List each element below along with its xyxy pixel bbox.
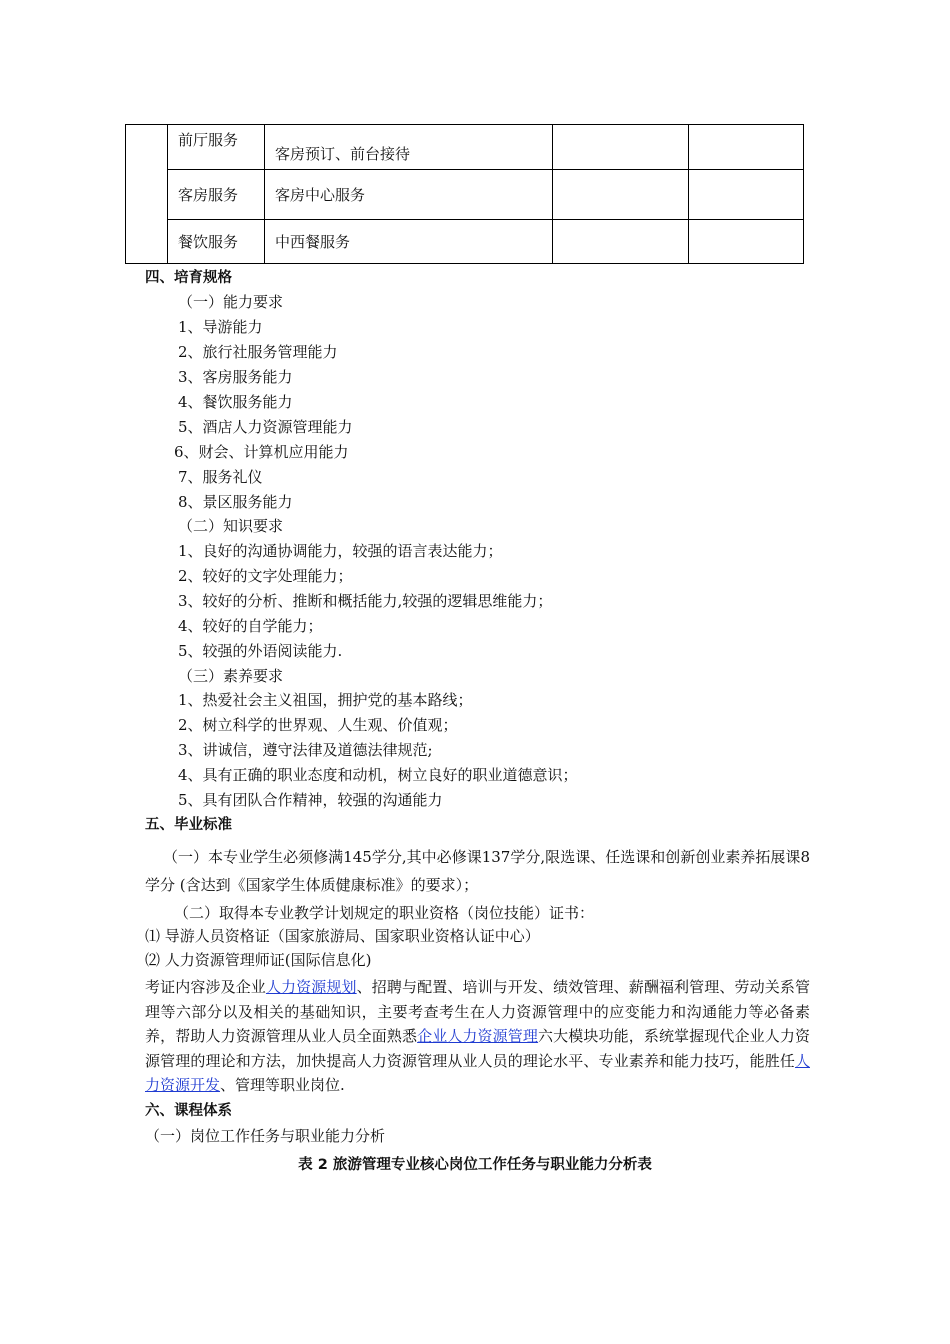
list-item: 3、较好的分析、推断和概括能力,较强的逻辑思维能力； <box>178 592 553 610</box>
paragraph-credits: （一）本专业学生必须修满145学分,其中必修课137学分,限选课、任选课和创新创业素养拓展课8学分 (含达到《国家学生体质健康标准》的要求）； <box>145 848 810 894</box>
list-item: 1、导游能力 <box>178 318 263 336</box>
list-item: 1、热爱社会主义祖国，拥护党的基本路线； <box>178 691 473 709</box>
subsection-heading: （一）岗位工作任务与职业能力分析 <box>145 1127 386 1145</box>
list-item: 4、具有正确的职业态度和动机，树立良好的职业道德意识； <box>178 766 578 784</box>
paragraph-exam-content <box>145 975 810 1098</box>
table-cell-category <box>126 125 168 264</box>
list-item: 3、讲诚信，遵守法律及道德法律规范; <box>178 741 433 759</box>
list-item: 8、景区服务能力 <box>178 493 293 511</box>
list-item: 3、客房服务能力 <box>178 368 293 386</box>
link-hr-development[interactable]: 人力资源开发 <box>145 1051 810 1094</box>
table-caption: 表 2 旅游管理专业核心岗位工作任务与职业能力分析表 <box>298 1157 652 1173</box>
list-item: 6、财会、计算机应用能力 <box>174 443 349 461</box>
list-item: 2、较好的文字处理能力； <box>178 567 353 585</box>
text-span: 、管理等职业岗位. <box>220 1076 345 1094</box>
table-cell-empty <box>689 220 804 264</box>
list-item: 4、餐饮服务能力 <box>178 393 293 411</box>
text-span: 、招聘与配置、培训与开发、绩效管理、薪酬福利管理、劳动关系管理等六部分以及相关的基础知识，主要考查考生在人力资源管理中的应变能力和沟通能力等必备素养，帮助人力资源管理从业人员全面熟悉 <box>145 978 810 1045</box>
subsection-heading: （二）知识要求 <box>178 517 284 535</box>
table-cell-empty <box>553 220 689 264</box>
link-enterprise-hr-management[interactable]: 企业人力资源管理 <box>417 1027 539 1045</box>
table-row <box>126 125 804 170</box>
list-item: 5、具有团队合作精神，较强的沟通能力 <box>178 791 443 809</box>
paragraph-certificates: （二）取得本专业教学计划规定的职业资格（岗位技能）证书： <box>174 904 595 922</box>
section-heading: 六、课程体系 <box>145 1103 232 1119</box>
table-cell-task: 客房中心服务 <box>265 170 553 220</box>
link-hr-planning[interactable]: 人力资源规划 <box>265 978 357 996</box>
table-cell-empty <box>689 170 804 220</box>
list-item: 4、较好的自学能力； <box>178 617 323 635</box>
table-cell-empty <box>553 125 689 170</box>
text-span: 考证内容涉及企业 <box>145 978 266 996</box>
table-cell-empty <box>689 125 804 170</box>
list-item: 1、良好的沟通协调能力，较强的语言表达能力； <box>178 542 503 560</box>
table-cell-post: 客房服务 <box>168 170 265 220</box>
table-cell-post: 前厅服务 <box>168 125 265 170</box>
list-item: 7、服务礼仪 <box>178 468 263 486</box>
certificate-item: ⑴ 导游人员资格证（国家旅游局、国家职业资格认证中心） <box>145 927 540 945</box>
list-item: 2、树立科学的世界观、人生观、价值观； <box>178 716 458 734</box>
table-cell-post: 餐饮服务 <box>168 220 265 264</box>
subsection-heading: （三）素养要求 <box>178 667 284 685</box>
table-cell-empty <box>553 170 689 220</box>
text-span: 六大模块功能，系统掌握现代企业人力资源管理的理论和方法，加快提高人力资源管理从业人员的理论水平、专业素养和能力技巧，能胜任 <box>145 1027 810 1070</box>
table-cell-task: 客房预订、前台接待 <box>265 125 553 170</box>
certificate-item: ⑵ 人力资源管理师证(国际信息化) <box>145 951 372 969</box>
table-row <box>126 170 804 220</box>
table-cell-task: 中西餐服务 <box>265 220 553 264</box>
section-heading: 四、培育规格 <box>145 270 232 286</box>
subsection-heading: （一）能力要求 <box>178 293 284 311</box>
section-heading: 五、毕业标准 <box>145 817 232 833</box>
post-task-table <box>125 124 804 264</box>
list-item: 5、酒店人力资源管理能力 <box>178 418 353 436</box>
table-row <box>126 220 804 264</box>
list-item: 2、旅行社服务管理能力 <box>178 343 338 361</box>
list-item: 5、较强的外语阅读能力. <box>178 642 343 660</box>
